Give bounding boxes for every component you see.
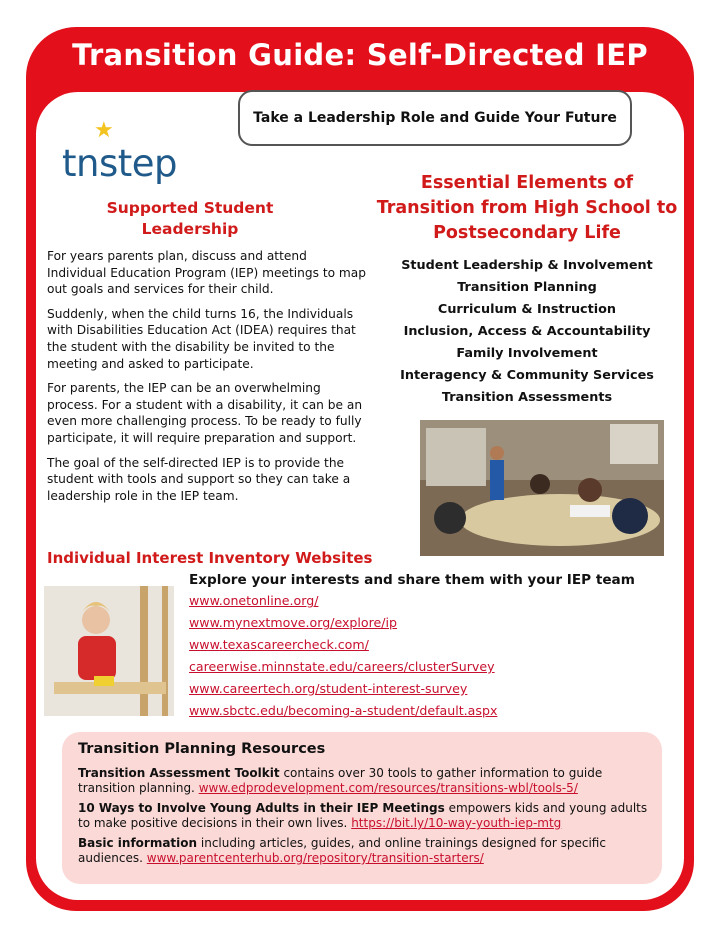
list-item: Curriculum & Instruction <box>437 302 617 317</box>
inventory-subheading: Explore your interests and share them with your IEP team <box>189 572 635 588</box>
parentcenterhub-link[interactable]: www.parentcenterhub.org/repository/transition-starters/ <box>146 851 484 865</box>
inventory-links <box>189 590 497 722</box>
paragraph: For parents, the IEP can be an overwhelming process. For a student with a disability, it can be an even more challenging process. To be ready to fully participate, it will require preparation and support. <box>47 381 363 445</box>
essential-elements-heading: Essential Elements of Transition from High School to Postsecondary Life <box>376 173 678 243</box>
list-item <box>189 590 497 612</box>
resource-desc: contains over 30 tools to gather information to guide transition planning. <box>78 766 603 795</box>
resource-item <box>78 766 648 796</box>
star-icon: ★ <box>94 118 114 143</box>
paragraph: The goal of the self-directed IEP is to provide the student with tools and support so they can take a leadership role in the IEP team. <box>47 455 351 503</box>
resource-item <box>78 836 648 866</box>
supported-leadership-heading: Supported Student Leadership <box>106 199 274 238</box>
sbctc-link[interactable]: www.sbctc.edu/becoming-a-student/default.aspx <box>189 703 498 718</box>
resource-name: 10 Ways to Involve Young Adults in their IEP Meetings <box>78 801 445 815</box>
resource-name: Basic information <box>78 836 198 850</box>
texascareercheck-link[interactable]: www.texascareercheck.com/ <box>189 637 369 652</box>
list-item: Family Involvement <box>456 346 598 361</box>
list-item: Inclusion, Access & Accountability <box>403 324 651 339</box>
resource-desc: including articles, guides, and online trainings designed for specific audiences. <box>78 836 606 865</box>
list-item <box>189 612 497 634</box>
paragraph: For years parents plan, discuss and attend Individual Education Program (IEP) meetings to map out goals and services for their child. <box>47 249 367 297</box>
toolkit-link[interactable]: www.edprodevelopment.com/resources/transitions-wbl/tools-5/ <box>198 781 578 795</box>
list-item <box>189 656 497 678</box>
list-item <box>189 678 497 700</box>
tagline-banner: Take a Leadership Role and Guide Your Future <box>238 90 632 146</box>
page-title: Transition Guide: Self-Directed IEP <box>72 38 648 72</box>
resource-name: Transition Assessment Toolkit <box>78 766 280 780</box>
careertech-link[interactable]: www.careertech.org/student-interest-survey <box>189 681 468 696</box>
mynextmove-link[interactable]: www.mynextmove.org/explore/ip <box>189 615 398 630</box>
list-item <box>189 700 497 722</box>
meeting-photo <box>420 420 664 556</box>
list-item <box>189 634 497 656</box>
paragraph: Suddenly, when the child turns 16, the Individuals with Disabilities Education Act (IDEA) requires that the student with the disability be invited to the meeting and asked to participate. <box>47 306 356 371</box>
resources-title: Transition Planning Resources <box>78 741 326 757</box>
inventory-heading: Individual Interest Inventory Websites <box>47 549 373 567</box>
list-item: Transition Assessments <box>441 390 613 405</box>
resources-body <box>78 766 648 871</box>
list-item: Transition Planning <box>457 280 597 295</box>
ten-ways-link[interactable]: https://bit.ly/10-way-youth-iep-mtg <box>351 816 562 830</box>
list-item: Student Leadership & Involvement <box>401 258 653 273</box>
essential-elements-list <box>372 255 682 409</box>
tnstep-logo: tnstep <box>62 142 177 185</box>
leadership-body <box>47 248 367 512</box>
careerwise-link[interactable]: careerwise.minnstate.edu/careers/clusterSurvey <box>189 659 495 674</box>
resource-desc: empowers kids and young adults to make positive decisions in their own lives. <box>78 801 648 830</box>
resource-item <box>78 801 648 831</box>
list-item: Interagency & Community Services <box>400 368 654 383</box>
onetonline-link[interactable]: www.onetonline.org/ <box>189 593 319 608</box>
student-woodworking-photo <box>44 586 174 716</box>
